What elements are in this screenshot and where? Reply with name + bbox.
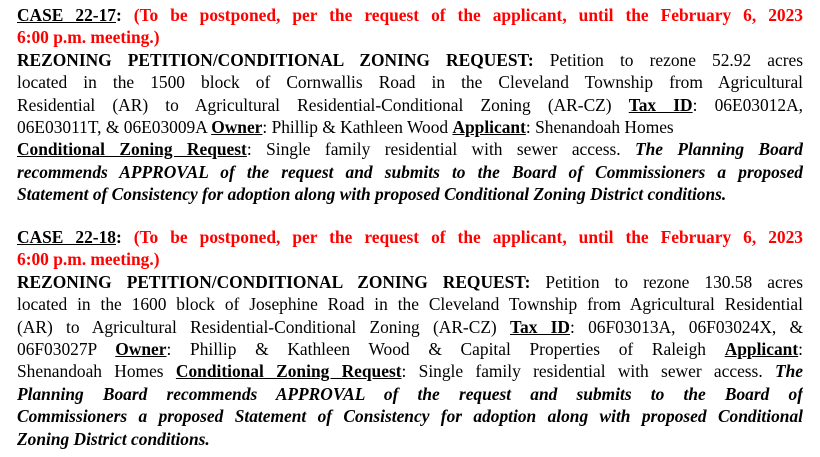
- recommendation-cont: recommends APPROVAL of the request and submits to the Board of Commissioners a proposed: [17, 161, 803, 182]
- recommendation-cont-2: Commissioners a proposed Statement of Consistency for adoption along with proposed Conditional: [17, 406, 803, 427]
- tax-id-value-cont: 06F03027P: [17, 339, 116, 360]
- recommendation-line-2: [17, 161, 803, 183]
- zoning-line: [17, 316, 803, 338]
- applicant-value: : Shenandoah Homes: [525, 117, 674, 138]
- cz-label: Conditional Zoning Request: [175, 361, 402, 382]
- case-22-17-block: [17, 4, 803, 206]
- owner-line: [17, 116, 803, 138]
- petition-heading: REZONING PETITION/CONDITIONAL ZONING REQUEST:: [17, 49, 534, 70]
- petition-line: [17, 271, 803, 293]
- cz-label: Conditional Zoning Request: [17, 139, 247, 160]
- location-desc: located in the 1600 block of Josephine Road in the Cleveland Township from Agricultural Residential: [17, 294, 803, 315]
- applicant-label: Applicant: [452, 117, 526, 138]
- owner-label: Owner: [115, 339, 167, 360]
- recommendation-cont: Planning Board recommends APPROVAL of the request and submits to the Board of: [17, 383, 803, 404]
- cz-value: : Single family residential with sewer access.: [246, 139, 636, 160]
- recommendation-line-3: [17, 183, 803, 205]
- recommendation: The: [774, 361, 803, 382]
- tax-id-label: Tax ID: [628, 94, 693, 115]
- cz-line: [17, 138, 803, 160]
- case-header-line: [17, 4, 803, 26]
- postpone-note: (To be postponed, per the request of the applicant, until the February 6, 2023: [133, 5, 803, 25]
- tax-id-value: : 06F03013A, 06F03024X, &: [569, 316, 803, 337]
- case-number: CASE 22-18: [17, 227, 116, 247]
- applicant-value-cont: Shenandoah Homes: [17, 361, 176, 382]
- recommendation: The Planning Board: [635, 139, 803, 160]
- case-colon: :: [115, 5, 122, 25]
- location-desc: located in the 1500 block of Cornwallis Road in the Cleveland Township from Agricultural: [17, 72, 803, 93]
- applicant-value: :: [798, 339, 803, 360]
- recommendation-line-3: [17, 405, 803, 427]
- owner-value: : Phillip & Kathleen Wood & Capital Properties of Raleigh: [166, 339, 725, 360]
- cz-line: [17, 360, 803, 382]
- postpone-note-cont: 6:00 p.m. meeting.): [17, 27, 160, 48]
- postpone-note-cont: 6:00 p.m. meeting.): [17, 249, 160, 270]
- cz-value: : Single family residential with sewer access.: [401, 361, 775, 382]
- location-line: [17, 71, 803, 93]
- location-line: [17, 293, 803, 315]
- tax-id-value: : 06E03012A,: [692, 94, 803, 115]
- recommendation-line-4: [17, 428, 803, 450]
- petition-desc: Petition to rezone 52.92 acres: [533, 49, 803, 70]
- owner-value: : Phillip & Kathleen Wood: [262, 117, 453, 138]
- recommendation-end: Statement of Consistency for adoption along with proposed Conditional Zoning District conditions.: [17, 184, 727, 205]
- case-22-18-block: [17, 226, 803, 450]
- postpone-note: (To be postponed, per the request of the applicant, until the February 6, 2023: [133, 227, 803, 247]
- petition-heading: REZONING PETITION/CONDITIONAL ZONING REQUEST:: [17, 271, 531, 292]
- tax-id-label: Tax ID: [510, 316, 570, 337]
- tax-id-value-cont: 06E03011T, & 06E03009A: [17, 117, 212, 138]
- zoning-desc: Residential (AR) to Agricultural Residential-Conditional Zoning (AR-CZ): [17, 94, 629, 115]
- postpone-note-cont-line: [17, 248, 803, 270]
- case-colon: :: [115, 227, 122, 247]
- owner-label: Owner: [211, 117, 263, 138]
- petition-line: [17, 49, 803, 71]
- case-header-line: [17, 226, 803, 248]
- petition-desc: Petition to rezone 130.58 acres: [530, 271, 803, 292]
- owner-line: [17, 338, 803, 360]
- postpone-note-cont-line: [17, 26, 803, 48]
- zoning-desc: (AR) to Agricultural Residential-Conditional Zoning (AR-CZ): [17, 316, 510, 337]
- applicant-label: Applicant: [724, 339, 799, 360]
- recommendation-line-2: [17, 383, 803, 405]
- recommendation-end: Zoning District conditions.: [17, 428, 210, 449]
- case-number: CASE 22-17: [17, 5, 116, 25]
- zoning-line: [17, 94, 803, 116]
